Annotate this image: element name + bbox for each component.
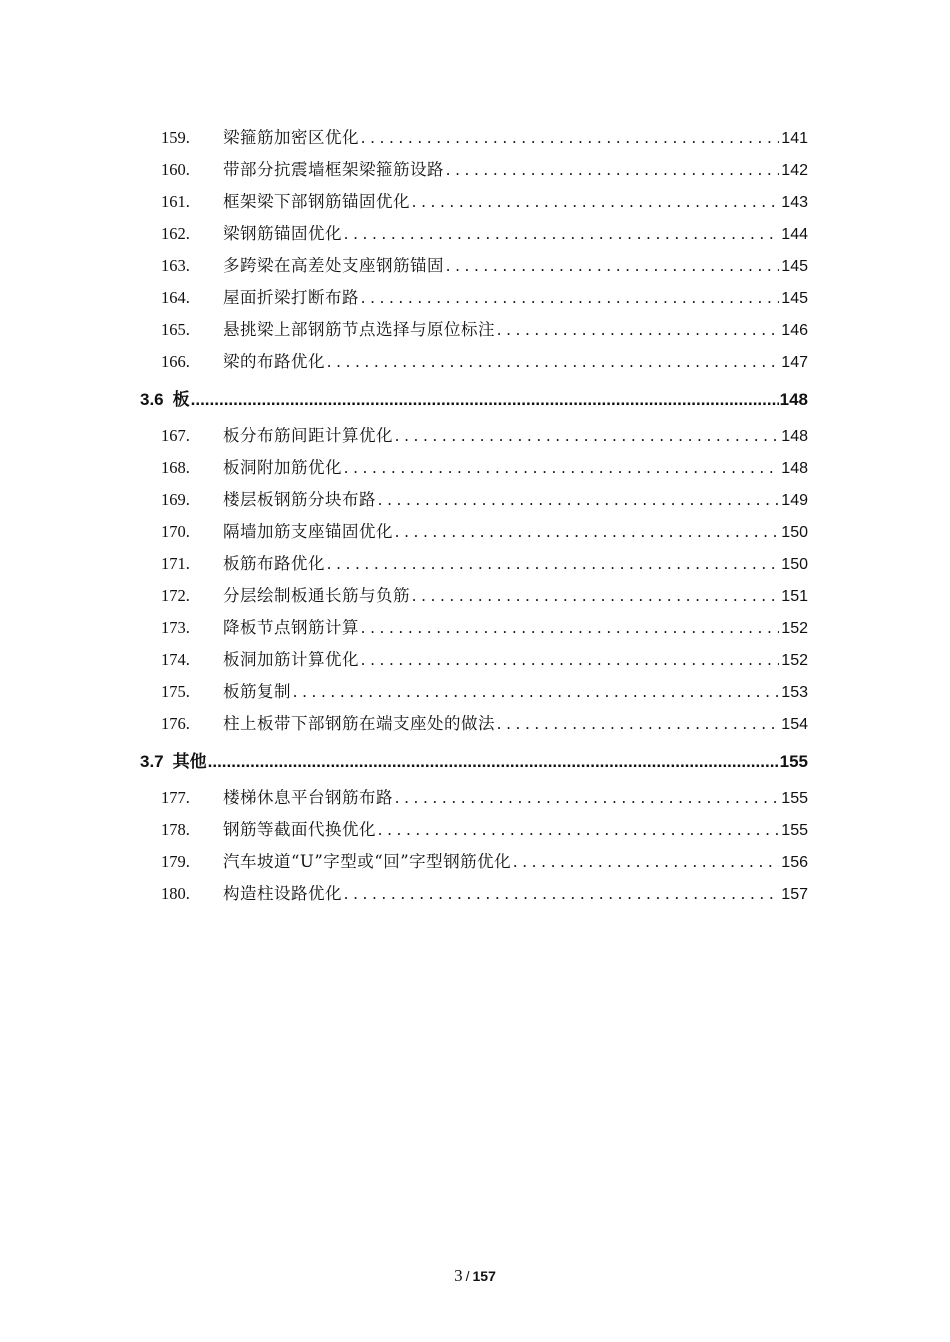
toc-section-heading[interactable] <box>140 740 808 782</box>
toc-dot-leader <box>395 516 779 548</box>
toc-entry[interactable] <box>140 154 808 186</box>
toc-entry-number: 172. <box>161 586 190 605</box>
toc-dot-leader <box>395 782 779 814</box>
toc-page-number: 152 <box>781 620 808 637</box>
toc-dot-leader <box>344 878 779 910</box>
toc-page-number: 148 <box>781 460 808 477</box>
toc-entry-title: 隔墙加筋支座锚固优化 <box>223 522 393 541</box>
toc-entry[interactable] <box>140 708 808 740</box>
toc-page-number: 157 <box>781 886 808 903</box>
toc-entry-number: 171. <box>161 554 190 573</box>
toc-dot-leader <box>361 282 779 314</box>
toc-entry-number: 180. <box>161 884 190 903</box>
toc-page-number: 154 <box>781 716 808 733</box>
toc-entry-title: 钢筋等截面代换优化 <box>223 820 376 839</box>
toc-entry-title: 分层绘制板通长筋与负筋 <box>223 586 410 605</box>
toc-entry-title: 框架梁下部钢筋锚固优化 <box>223 192 410 211</box>
toc-entry-number: 177. <box>161 788 190 807</box>
toc-page-number: 156 <box>781 854 808 871</box>
toc-entry-title: 柱上板带下部钢筋在端支座处的做法 <box>223 714 495 733</box>
toc-entry-number: 168. <box>161 458 190 477</box>
toc-entry-number: 165. <box>161 320 190 339</box>
toc-entry[interactable] <box>140 484 808 516</box>
toc-dot-leader <box>446 250 779 282</box>
toc-entry-title: 楼层板钢筋分块布路 <box>223 490 376 509</box>
toc-entry-number: 178. <box>161 820 190 839</box>
toc-entry-number: 160. <box>161 160 190 179</box>
toc-entry-number: 159. <box>161 128 190 147</box>
toc-dot-leader <box>497 708 779 740</box>
toc-dot-leader <box>378 484 779 516</box>
toc-entry[interactable] <box>140 452 808 484</box>
toc-page-number: 150 <box>781 524 808 541</box>
toc-entry-title: 带部分抗震墙框架梁箍筋设路 <box>223 160 444 179</box>
toc-page-number: 152 <box>781 652 808 669</box>
page-separator: / <box>465 1268 470 1284</box>
toc-entry[interactable] <box>140 218 808 250</box>
toc-page-number: 142 <box>781 162 808 179</box>
toc-entry-title: 板筋布路优化 <box>223 554 325 573</box>
toc-entry[interactable] <box>140 580 808 612</box>
toc-section-title: 其他 <box>172 752 207 772</box>
toc-dot-leader <box>361 644 779 676</box>
toc-dot-leader <box>293 676 779 708</box>
toc-entry[interactable] <box>140 814 808 846</box>
toc-entry[interactable] <box>140 516 808 548</box>
total-pages: 157 <box>472 1268 496 1284</box>
toc-page-number: 150 <box>781 556 808 573</box>
toc-entry-title: 降板节点钢筋计算 <box>223 618 359 637</box>
toc-entry[interactable] <box>140 846 808 878</box>
toc-entry[interactable] <box>140 282 808 314</box>
toc-entry-title: 梁钢筋锚固优化 <box>223 224 342 243</box>
toc-entry-number: 163. <box>161 256 190 275</box>
toc-entry[interactable] <box>140 420 808 452</box>
toc-page-number: 145 <box>781 290 808 307</box>
toc-entry[interactable] <box>140 644 808 676</box>
toc-entry-number: 166. <box>161 352 190 371</box>
toc-section-number: 3.6 <box>140 390 164 409</box>
toc-entry-title: 梁的布路优化 <box>223 352 325 371</box>
toc-dot-leader <box>344 452 779 484</box>
toc-entry-number: 173. <box>161 618 190 637</box>
toc-entry-title: 屋面折梁打断布路 <box>223 288 359 307</box>
toc-page-number: 155 <box>781 790 808 807</box>
toc-dot-leader <box>361 612 779 644</box>
toc-dot-leader <box>191 378 779 422</box>
toc-page-number: 149 <box>781 492 808 509</box>
toc-entry[interactable] <box>140 612 808 644</box>
toc-dot-leader <box>412 186 779 218</box>
toc-entry-number: 162. <box>161 224 190 243</box>
toc-entry-number: 164. <box>161 288 190 307</box>
toc-dot-leader <box>395 420 779 452</box>
toc-entry-title: 板筋复制 <box>223 682 291 701</box>
toc-entry-title: 板分布筋间距计算优化 <box>223 426 393 445</box>
toc-dot-leader <box>327 548 779 580</box>
toc-page-number: 141 <box>781 130 808 147</box>
toc-entry-title: 楼梯休息平台钢筋布路 <box>223 788 393 807</box>
toc-dot-leader <box>327 346 779 378</box>
toc-page-number: 148 <box>781 428 808 445</box>
toc-entry-number: 176. <box>161 714 190 733</box>
toc-dot-leader <box>412 580 779 612</box>
toc-entry-title: 板洞附加筋优化 <box>223 458 342 477</box>
toc-page-number: 145 <box>781 258 808 275</box>
toc-entry-title: 板洞加筋计算优化 <box>223 650 359 669</box>
toc-entry[interactable] <box>140 782 808 814</box>
toc-entry[interactable] <box>140 122 808 154</box>
toc-dot-leader <box>497 314 779 346</box>
toc-page-number: 148 <box>779 390 808 409</box>
toc-section-number: 3.7 <box>140 752 164 771</box>
toc-entry-number: 169. <box>161 490 190 509</box>
toc-section-heading[interactable] <box>140 378 808 420</box>
toc-entry-number: 175. <box>161 682 190 701</box>
toc-entry-title: 多跨梁在高差处支座钢筋锚固 <box>223 256 444 275</box>
toc-entry-number: 161. <box>161 192 190 211</box>
toc-entry[interactable] <box>140 676 808 708</box>
toc-page-number: 143 <box>781 194 808 211</box>
toc-entry[interactable] <box>140 186 808 218</box>
toc-entry-title: 汽车坡道“U”字型或“回”字型钢筋优化 <box>223 852 512 871</box>
table-of-contents <box>140 122 808 910</box>
toc-entry[interactable] <box>140 314 808 346</box>
toc-entry[interactable] <box>140 346 808 378</box>
toc-page-number: 153 <box>781 684 808 701</box>
toc-entry[interactable] <box>140 548 808 580</box>
toc-page-number: 147 <box>781 354 808 371</box>
page-footer <box>0 1266 950 1286</box>
toc-entry-title: 构造柱设路优化 <box>223 884 342 903</box>
toc-entry-number: 179. <box>161 852 190 871</box>
toc-entry[interactable] <box>140 250 808 282</box>
toc-page-number: 144 <box>781 226 808 243</box>
toc-entry-number: 167. <box>161 426 190 445</box>
toc-dot-leader <box>361 122 779 154</box>
toc-page-number: 151 <box>781 588 808 605</box>
toc-entry-title: 梁箍筋加密区优化 <box>223 128 359 147</box>
toc-dot-leader <box>208 740 779 784</box>
toc-dot-leader <box>344 218 779 250</box>
toc-section-title: 板 <box>172 390 190 410</box>
current-page-number: 3 <box>454 1266 463 1285</box>
toc-dot-leader <box>378 814 779 846</box>
toc-dot-leader <box>513 846 779 878</box>
toc-page-number: 155 <box>781 822 808 839</box>
toc-entry-number: 170. <box>161 522 190 541</box>
toc-page-number: 146 <box>781 322 808 339</box>
toc-entry-number: 174. <box>161 650 190 669</box>
toc-entry[interactable] <box>140 878 808 910</box>
toc-dot-leader <box>446 154 779 186</box>
toc-entry-title: 悬挑梁上部钢筋节点选择与原位标注 <box>223 320 495 339</box>
toc-page-number: 155 <box>779 752 808 771</box>
